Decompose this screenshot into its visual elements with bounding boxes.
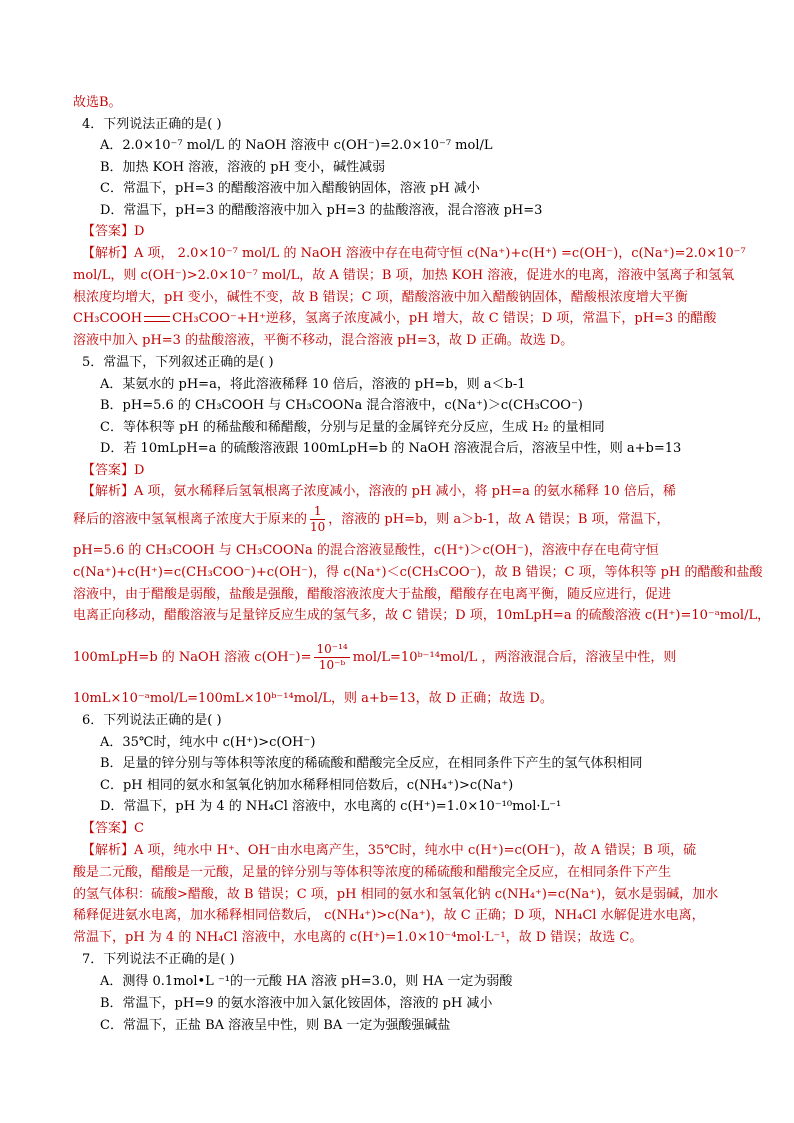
text-line [73,504,724,534]
question-5-option-d: D．若 10mLpH=a 的硫酸溶液跟 100mLpH=b 的 NaOH 溶液混合后，溶液呈中性，则 a+b=13 [100,441,682,456]
question-5-option-a: A．某氨水的 pH=a，将此溶液稀释 10 倍后，溶液的 pH=b，则 a＜b-1 [100,377,526,392]
question-4-option-d: D．常温下，pH=3 的醋酸溶液中加入 pH=3 的盐酸溶液，混合溶液 pH=3 [100,203,543,218]
question-5-option-c: C．等体积等 pH 的稀盐酸和稀醋酸，分别与足量的金属锌充分反应，生成 H₂ 的量相同 [100,420,605,435]
answer-tag: 【答案】 [82,821,135,836]
fraction-numerator: 1 [310,504,325,520]
text-line: 溶液中，由于醋酸是弱酸，盐酸是强酸，醋酸溶液浓度大于盐酸，醋酸存在电离平衡，随反应进行，促进 [73,587,672,602]
question-6-answer [82,819,724,839]
text-segment: ，溶液的 pH=b，则 a＞b-1，故 A 错误；B 项，常温下， [328,512,670,527]
fraction-denominator: 10 [310,520,326,534]
question-4-option-a: A．2.0×10⁻⁷ mol/L 的 NaOH 溶液中 c(OH⁻)=2.0×10⁻⁷ mol/L [100,138,493,153]
question-7-stem: 7．下列说法不正确的是( ) [82,952,235,967]
formula-products: CH₃COO⁻+H⁺逆移，氢离子浓度减小，pH 增大，故 C 错误；D 项，常温下，pH=3 的醋酸 [172,311,717,326]
formula-reactant: CH₃COOH [73,311,143,326]
text-line: 电离正向移动，醋酸溶液与足量锌反应生成的氢气多，故 C 错误；D 项，10mLpH=a 的硫酸溶液 c(H⁺)=10⁻ᵃmol/L， [73,608,771,623]
text-line: 故选B。 [73,95,122,110]
question-5-answer [82,461,724,481]
text-line [73,309,724,329]
equilibrium-arrow-icon [144,315,170,323]
analysis-text: A 项，氨水稀释后氢氧根离子浓度减小，溶液的 pH 减小，将 pH=a 的氨水稀释 10 倍后，稀 [134,484,676,499]
analysis-text: A 项， 2.0×10⁻⁷ mol/L 的 NaOH 溶液中存在电荷守恒 c(Na⁺)+c(H⁺) =c(OH⁻)，c(Na⁺)=2.0×10⁻⁷ [134,246,746,261]
text-line [73,640,724,676]
text-line: 10mL×10⁻ᵃmol/L=100mL×10ᵇ⁻¹⁴mol/L，则 a+b=13，故 D 正确；故选 D。 [73,691,553,706]
question-5-option-b: B．pH=5.6 的 CH₃COOH 与 CH₃COONa 混合溶液中，c(Na⁺)＞c(CH₃COO⁻) [100,398,583,413]
text-line: 常温下，pH 为 4 的 NH₄Cl 溶液中，水电离的 c(H⁺)=1.0×10⁻⁴mol·L⁻¹，故 D 错误；故选 C。 [73,930,643,945]
text-line: 溶液中加入 pH=3 的盐酸溶液，平衡不移动，混合溶液 pH=3，故 D 正确。故选 D。 [73,333,574,348]
answer-tag: 【答案】 [82,463,135,478]
question-4-option-c: C．常温下，pH=3 的醋酸溶液中加入醋酸钠固体，溶液 pH 减小 [100,181,480,196]
text-line: c(Na⁺)+c(H⁺)=c(CH₃COO⁻)+c(OH⁻)，得 c(Na⁺)＜c(CH₃COO⁻)，故 B 错误；C 项，等体积等 pH 的醋酸和盐酸 [73,565,763,580]
text-line: pH=5.6 的 CH₃COOH 与 CH₃COONa 的混合溶液显酸性，c(H⁺)＞c(OH⁻)，溶液中存在电荷守恒 [73,543,659,558]
analysis-tag: 【解析】 [82,843,135,858]
question-4-answer [82,222,724,242]
question-7-option-a: A．测得 0.1mol•L ⁻¹的一元酸 HA 溶液 pH=3.0，则 HA 一定为弱酸 [100,974,513,989]
answer-tag: 【答案】 [82,224,135,239]
text-line: 的氢气体积：硫酸>醋酸，故 B 错误；C 项，pH 相同的氨水和氢氧化钠 c(NH₄⁺)=c(Na⁺)，氨水是弱碱，加水 [73,887,719,902]
analysis-text: A 项，纯水中 H⁺、OH⁻由水电离产生，35℃时，纯水中 c(H⁺)=c(OH⁻)，故 A 错误；B 项，硫 [134,843,697,858]
fraction-denominator: 10⁻ᵇ [318,658,346,672]
question-6-stem: 6．下列说法正确的是( ) [82,713,222,728]
question-4-option-b: B．加热 KOH 溶液，溶液的 pH 变小，碱性减弱 [100,160,386,175]
question-6-option-a: A．35℃时，纯水中 c(H⁺)>c(OH⁻) [100,735,316,750]
text-segment: mol/L=10ᵇ⁻¹⁴mol/L ，两溶液混合后，溶液呈中性，则 [352,650,677,665]
question-4-analysis [82,244,746,264]
text-line: 稀释促进氨水电离，加水稀释相同倍数后， c(NH₄⁺)>c(Na⁺)，故 C 正确；D 项，NH₄Cl 水解促进水电离， [73,908,705,923]
text-line: 酸是二元酸，醋酸是一元酸，足量的锌分别与等体积等浓度的稀硫酸和醋酸完全反应，在相同条件下产生 [73,865,672,880]
question-6-option-d: D．常温下，pH 为 4 的 NH₄Cl 溶液中，水电离的 c(H⁺)=1.0×10⁻¹⁰mol·L⁻¹ [100,799,562,814]
question-6-option-b: B．足量的锌分别与等体积等浓度的稀硫酸和醋酸完全反应，在相同条件下产生的氢气体积相同 [100,756,643,771]
analysis-tag: 【解析】 [82,484,135,499]
question-5-analysis [82,482,724,502]
text-line: mol/L，则 c(OH⁻)>2.0×10⁻⁷ mol/L，故 A 错误；B 项，加热 KOH 溶液，促进水的电离，溶液中氢离子和氢氧 [73,268,735,283]
fraction [310,504,325,535]
answer-value: D [134,224,145,239]
text-segment: 释后的溶液中氢氧根离子浓度大于原来的 [73,512,308,527]
fraction [314,642,349,673]
question-5-stem: 5．常温下，下列叙述正确的是( ) [82,355,274,370]
answer-value: D [134,463,145,478]
question-7-option-c: C．常温下，正盐 BA 溶液呈中性，则 BA 一定为强酸强碱盐 [100,1018,451,1033]
answer-value: C [134,821,144,836]
question-6-analysis [82,841,724,861]
fraction-numerator: 10⁻¹⁴ [316,642,348,656]
analysis-tag: 【解析】 [82,246,135,261]
question-7-option-b: B．常温下，pH=9 的氨水溶液中加入氯化铵固体，溶液的 pH 减小 [100,996,493,1011]
text-segment: 100mLpH=b 的 NaOH 溶液 c(OH⁻)= [73,650,312,665]
question-4-stem: 4．下列说法正确的是( ) [82,117,222,132]
text-line: 根浓度均增大，pH 变小，碱性不变，故 B 错误；C 项，醋酸溶液中加入醋酸钠固体，醋酸根浓度增大平衡 [73,290,688,305]
question-6-option-c: C．pH 相同的氨水和氢氧化钠加水稀释相同倍数后，c(NH₄⁺)>c(Na⁺) [100,778,514,793]
